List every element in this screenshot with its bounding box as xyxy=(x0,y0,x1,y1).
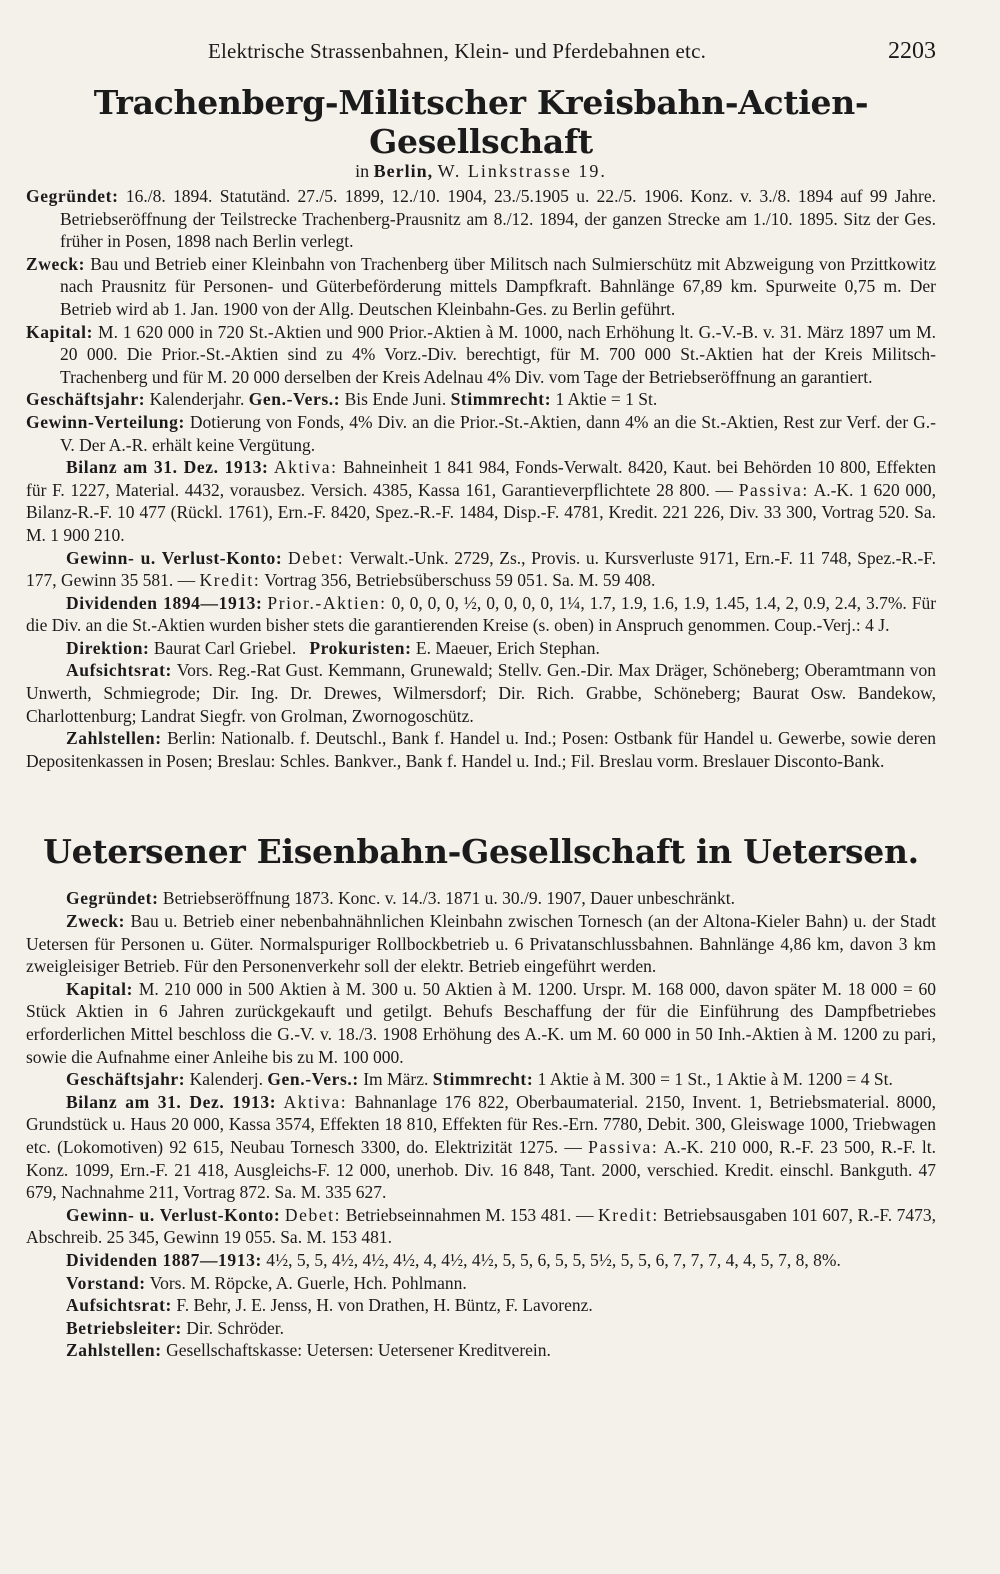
entry-text: Vors. Reg.-Rat Gust. Kemmann, Grunewald; Stellv. Gen.-Dir. Max Dräger, Schöneberg; Oberamtmann von Unwerth, Schmiegrode; Dir. Ing. Dr. Drewes, Wilmersdorf; Dir. Rich. Grabbe, Schöneberg; Baurat Osw. Bandekow, Charlottenburg; Landrat Siegfr. von Grolman, Zwornogoschütz. xyxy=(26,660,937,726)
entry-text: Bau und Betrieb einer Kleinbahn von Trachenberg über Militsch nach Sulmierschütz mit Abzweigung von Przittkowitz nach Prausnitz für Personen- und Güterbeförderung mittels Dampfkraft. Bahnlänge 67,89 km. Spurweite 0,75 m. Der Betrieb wird ab 1. Jan. 1900 von der Allg. Deutschen Kleinbahn-Ges. zu Berlin geführt. xyxy=(60,253,936,319)
kredit-label: Kredit: xyxy=(199,570,261,591)
entry-text: Betriebseinnahmen M. 153 481. — xyxy=(345,1204,594,1225)
entry-label-2: Prokuristen: xyxy=(309,637,412,658)
entry-label: Kapital: xyxy=(26,321,94,342)
entry-label: Zahlstellen: xyxy=(66,728,162,749)
company-uetersen-body xyxy=(26,887,936,1361)
entry-label: Zweck: xyxy=(66,911,126,932)
entry-text-2: A.-K. 210 000, R.-F. 23 500, R.-F. lt. Konz. 1099, Ern.-F. 21 418, Ausgleichs-F. 12 000, unerhob. Div. 16 848, Tant. 2000, verschied. Kredit. einschl. Bankguth. 47 679, Nachnahme 211, Vortrag 872. Sa. M. 335 627. xyxy=(26,1136,936,1203)
entry-label: Aufsichtsrat: xyxy=(66,660,172,681)
entry-text-3: 1 Aktie = 1 St. xyxy=(555,389,658,410)
aktiva-label: Aktiva: xyxy=(283,1091,348,1112)
entry-betriebsleiter xyxy=(26,1317,936,1340)
aktiva-label: Aktiva: xyxy=(273,457,338,478)
entry-aufsichtsrat xyxy=(26,1294,936,1317)
entry-gewinn-verlust xyxy=(26,1204,936,1249)
entry-label: Aufsichtsrat: xyxy=(66,1295,172,1316)
entry-label: Bilanz am 31. Dez. 1913: xyxy=(66,1091,277,1112)
entry-text-2: E. Maeuer, Erich Stephan. xyxy=(415,637,600,658)
location-address: W. Linkstrasse 19. xyxy=(437,161,607,181)
debet-label: Debet: xyxy=(287,547,345,568)
entry-text: Dotierung von Fonds, 4% Div. an die Prior.-St.-Aktien, dann 4% an die St.-Aktien, Rest zur Verf. der G.-V. Der A.-R. erhält keine Vergütung. xyxy=(60,411,937,455)
entry-label: Gegründet: xyxy=(26,186,119,206)
entry-label: Gewinn-Verteilung: xyxy=(26,411,185,432)
entry-text: 4½, 5, 5, 4½, 4½, 4½, 4, 4½, 4½, 5, 5, 6, 5, 5, 5½, 5, 5, 6, 7, 7, 7, 4, 4, 5, 7, 8, 8%. xyxy=(266,1249,841,1270)
entry-direktion xyxy=(26,637,936,660)
passiva-label: Passiva: xyxy=(588,1136,659,1157)
entry-text: Betriebseröffnung 1873. Konc. v. 14./3. 1871 u. 30./9. 1907, Dauer unbeschränkt. xyxy=(162,888,735,909)
page-number: 2203 xyxy=(888,38,936,64)
location-prefix: in xyxy=(355,161,370,181)
entry-bilanz xyxy=(26,1091,936,1204)
entry-gegruendet xyxy=(26,887,936,910)
entry-geschaeftsjahr xyxy=(26,388,936,411)
entry-label-3: Stimmrecht: xyxy=(450,389,552,410)
entry-label: Gegründet: xyxy=(66,888,159,909)
entry-text: Bahneinheit 1 841 984, Fonds-Verwalt. 8420, Kaut. bei Behörden 10 800, Effekten für F. 1227, Material. 4432, vorausbez. Versich. 4385, Kassa 161, Garantieverpflichtete 28 800. — xyxy=(26,457,937,500)
entry-text-3: 1 Aktie à M. 300 = 1 St., 1 Aktie à M. 1200 = 4 St. xyxy=(537,1069,893,1090)
entry-label: Dividenden 1894—1913: xyxy=(66,592,263,613)
entry-label: Betriebsleiter: xyxy=(66,1317,182,1338)
entry-gewinn-verlust xyxy=(26,547,936,592)
entry-text: Gesellschaftskasse: Uetersen: Uetersener Kreditverein. xyxy=(166,1340,551,1361)
entry-text-2: A.-K. 1 620 000, Bilanz-R.-F. 10 477 (Rückl. 1761), Ern.-F. 8420, Spez.-R.-F. 1484, Disp.-F. 4781, Kredit. 221 226, Div. 33 300, Vortrag 520. Sa. M. 1 900 210. xyxy=(26,479,937,545)
entry-aufsichtsrat xyxy=(26,659,936,727)
entry-label: Gewinn- u. Verlust-Konto: xyxy=(66,547,283,568)
debet-label: Debet: xyxy=(284,1204,342,1225)
kredit-label: Kredit: xyxy=(598,1204,659,1225)
entry-label: Direktion: xyxy=(66,637,150,658)
entry-zahlstellen xyxy=(26,1339,936,1362)
running-header xyxy=(26,38,936,65)
entry-text: Kalenderj. xyxy=(189,1069,263,1090)
entry-kapital xyxy=(26,978,936,1068)
entry-text: F. Behr, J. E. Jenss, H. von Drathen, H. Büntz, F. Lavorenz. xyxy=(176,1295,593,1316)
entry-label: Geschäftsjahr: xyxy=(66,1069,186,1090)
entry-label: Bilanz am 31. Dez. 1913: xyxy=(66,457,269,478)
entry-label: Gewinn- u. Verlust-Konto: xyxy=(66,1204,281,1225)
location-city: Berlin, xyxy=(373,161,434,181)
entry-text: Berlin: Nationalb. f. Deutschl., Bank f. Handel u. Ind.; Posen: Ostbank für Handel u. Gewerbe, sowie deren Depositenkassen in Posen; Breslau: Schles. Bankver., Bank f. Handel u. Ind.; Fil. Breslau vorm. Breslauer Disconto-Bank. xyxy=(26,728,936,771)
entry-zweck xyxy=(26,253,936,321)
entry-dividenden xyxy=(26,592,936,637)
entry-label: Zahlstellen: xyxy=(66,1340,162,1361)
entry-gegruendet xyxy=(26,185,936,253)
entry-kapital xyxy=(26,321,936,389)
entry-label-3: Stimmrecht: xyxy=(432,1069,534,1090)
entry-label: Vorstand: xyxy=(66,1272,146,1293)
entry-text: Baurat Carl Griebel. xyxy=(153,637,297,658)
entry-text: Vors. M. Röpcke, A. Guerle, Hch. Pohlmann. xyxy=(149,1272,467,1293)
entry-label: Kapital: xyxy=(66,978,134,999)
entry-label: Dividenden 1887—1913: xyxy=(66,1249,262,1270)
entry-text-2: Vortrag 356, Betriebsüberschuss 59 051. Sa. M. 59 408. xyxy=(264,570,656,591)
entry-vorstand xyxy=(26,1272,936,1295)
company-title-trachenberg: Trachenberg-Militscher Kreisbahn-Actien-Gesellschaft xyxy=(93,83,869,161)
entry-text-2: Bis Ende Juni. xyxy=(344,389,447,410)
running-title: Elektrische Strassenbahnen, Klein- und Pferdebahnen etc. xyxy=(207,39,707,63)
entry-text: Dir. Schröder. xyxy=(186,1317,284,1338)
entry-dividenden xyxy=(26,1249,936,1272)
passiva-label: Passiva: xyxy=(738,479,809,500)
prior-label: Prior.-Aktien: xyxy=(267,592,387,613)
entry-text: Bau u. Betrieb einer nebenbahnähnlichen Kleinbahn zwischen Tornesch (an der Altona-Kieler Bahn) u. der Stadt Uetersen für Personen u. Güter. Normalspuriger Rollbockbetrieb u. 6 Privatanschlussbahnen. Bahnlänge 4,86 km, davon 3 km zweigleisiger Betrieb. Für den Personenverkehr soll der elektr. Betrieb eingeführt werden. xyxy=(26,911,937,977)
entry-bilanz xyxy=(26,456,936,546)
company-title-uetersen: Uetersener Eisenbahn-Gesellschaft in Uetersen. xyxy=(43,832,919,872)
entry-label: Zweck: xyxy=(26,253,86,274)
entry-label: Geschäftsjahr: xyxy=(26,389,146,410)
company-location xyxy=(26,161,936,182)
entry-gewinn-verteilung xyxy=(26,411,936,456)
entry-text: Bahnanlage 176 822, Oberbaumaterial. 2150, Invent. 1, Betriebsmaterial. 8000, Grundstück u. Haus 20 000, Kassa 3574, Effekten 18 810, Effekten für Res.-Ern. 7780, Debit. 300, Gleiswage 1000, Triebwagen etc. (Lokomotiven) 92 615, Neubau Tornesch 3300, do. Elektrizität 1275. — xyxy=(26,1091,936,1157)
entry-text: M. 1 620 000 in 720 St.-Aktien und 900 Prior.-Aktien à M. 1000, nach Erhöhung lt. G.-V.-B. v. 31. März 1897 um M. 20 000. Die Prior.-St.-Aktien sind zu 4% Vorz.-Div. berechtigt, für M. 700 000 St.-Aktien hat der Kreis Militsch-Trachenberg und für M. 20 000 derselben der Kreis Adelnau 4% Div. vom Tage der Betriebseröffnung an garantiert. xyxy=(60,321,936,387)
entry-text-2: Betriebsausgaben 101 607, R.-F. 7473, Abschreib. 25 345, Gewinn 19 055. Sa. M. 153 481. xyxy=(26,1204,937,1248)
entry-geschaeftsjahr xyxy=(26,1068,936,1091)
entry-label-2: Gen.-Vers.: xyxy=(267,1069,359,1090)
entry-label-2: Gen.-Vers.: xyxy=(248,389,341,410)
entry-zweck xyxy=(26,910,936,978)
entry-zahlstellen xyxy=(26,727,936,772)
entry-text: Kalenderjahr. xyxy=(149,389,245,410)
entry-text: 16./8. 1894. Statutänd. 27./5. 1899, 12./10. 1904, 23./5.1905 u. 22./5. 1906. Konz. v. 3./8. 1894 auf 99 Jahre. Betriebseröffnung der Teilstrecke Trachenberg-Prausnitz am 8./12. 1894, der ganzen Strecke am 1./10. 1895. Sitz der Ges. früher in Posen, 1898 nach Berlin verlegt. xyxy=(60,186,937,252)
entry-text: Verwalt.-Unk. 2729, Zs., Provis. u. Kursverluste 9171, Ern.-F. 11 748, Spez.-R.-F. 177, Gewinn 35 581. — xyxy=(26,547,937,591)
entry-text: M. 210 000 in 500 Aktien à M. 300 u. 50 Aktien à M. 1200. Urspr. M. 168 000, davon später M. 18 000 = 60 Stück Aktien in 6 Jahren zurückgekauft und getilgt. Behufs Beschaffung der für die Einführung des Dampfbetriebes erforderlichen Mittel beschloss die G.-V. v. 18./3. 1908 Erhöhung des A.-K. um M. 60 000 in 50 Inh.-Aktien à M. 1200 zu pari, sowie die Aufnahme einer Anleihe bis zu M. 100 000. xyxy=(26,978,937,1067)
entry-text: 0, 0, 0, 0, ½, 0, 0, 0, 0, 1¼, 1.7, 1.9, 1.6, 1.9, 1.45, 1.4, 2, 0.9, 2.4, 3.7%. Für die Div. an die St.-Aktien wurden bisher stets die garantierenden Kreise (s. oben) in Anspruch genommen. Coup.-Verj.: 4 J. xyxy=(26,592,937,636)
entry-text-2: Im März. xyxy=(363,1069,429,1090)
